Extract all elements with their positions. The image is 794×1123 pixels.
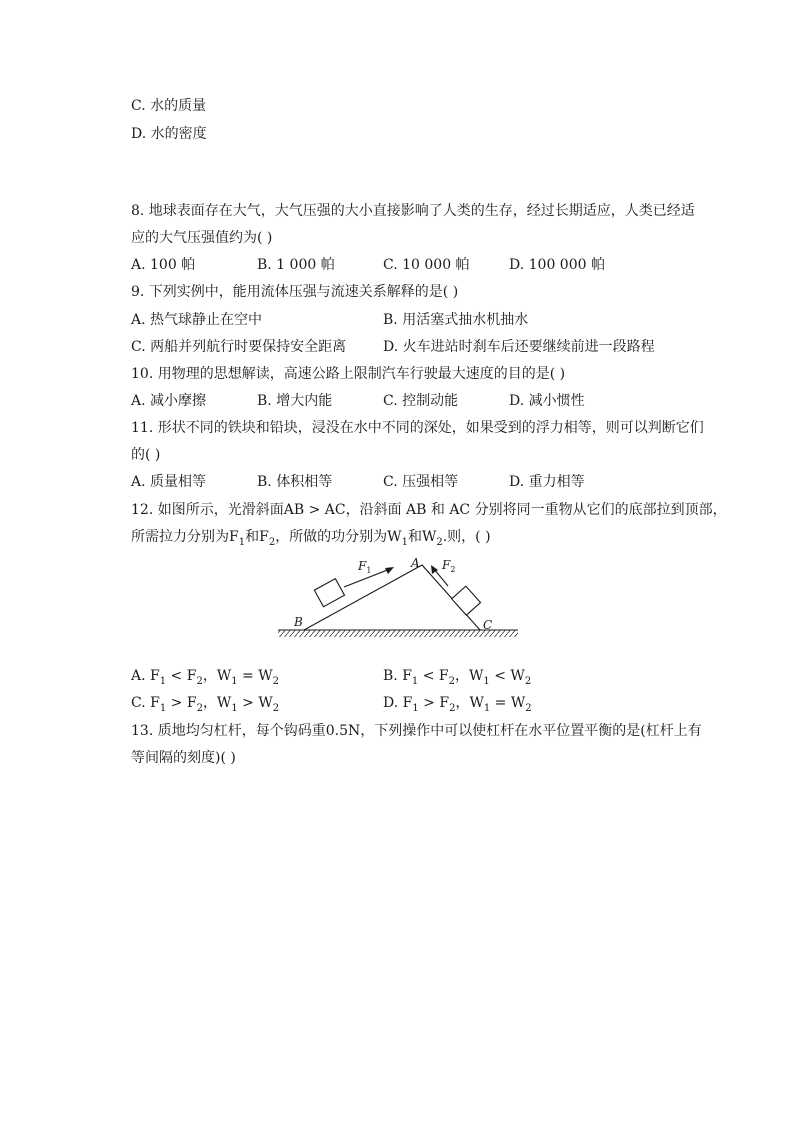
q13-stem-line1: 13. 质地均匀杠杆，每个钩码重0.5N，下列操作中可以使杠杆在水平位置平衡的是(杠杆上有 xyxy=(131,723,702,739)
q12-stem-line1: 12. 如图所示，光滑斜面AB > AC，沿斜面 AB 和 AC 分别将同一重物从它们的底部拉到顶部， xyxy=(131,502,727,518)
q12-option-b: B. $F_1 < F_2$，$W_1 < W_2$ xyxy=(383,668,532,687)
q11-stem-line2: 的( ) xyxy=(131,447,161,463)
block-on-ac xyxy=(452,586,481,615)
label-c: C xyxy=(483,618,493,632)
q11-option-c: C. 压强相等 xyxy=(383,474,459,490)
q11-stem-line1: 11. 形状不同的铁块和铅块，浸没在水中不同的深处，如果受到的浮力相等，则可以判断它们 xyxy=(131,420,704,436)
block-on-ab xyxy=(314,579,344,607)
q12-option-a: A. $F_1 < F_2$，$W_1 = W_2$ xyxy=(131,668,280,687)
ground-hatch xyxy=(278,630,518,637)
q8-option-c: C. 10 000 帕 xyxy=(383,257,470,273)
q11-option-d: D. 重力相等 xyxy=(509,474,585,490)
q12-stem-line2: 所需拉力分别为$F_1$和$F_2$，所做的功分别为$W_1$和$W_2$.则，( ) xyxy=(131,529,491,548)
arrow-f1-head xyxy=(385,567,394,574)
label-a: A xyxy=(411,556,420,570)
q8-option-a: A. 100 帕 xyxy=(131,257,196,273)
q11-option-a: A. 质量相等 xyxy=(131,474,207,490)
label-f1: $F_1$ xyxy=(358,559,372,575)
incline-figure xyxy=(272,550,524,645)
q9-option-a: A. 热气球静止在空中 xyxy=(131,312,263,328)
q10-stem: 10. 用物理的思想解读，高速公路上限制汽车行驶最大速度的目的是( ) xyxy=(131,366,566,382)
q9-option-c: C. 两船并列航行时要保持安全距离 xyxy=(131,339,347,355)
q10-option-a: A. 减小摩擦 xyxy=(131,393,207,409)
q8-stem-line1: 8. 地球表面存在大气，大气压强的大小直接影响了人类的生存，经过长期适应，人类已经适 xyxy=(131,203,695,219)
prev-option-d: D. 水的密度 xyxy=(131,126,207,142)
q9-option-b: B. 用活塞式抽水机抽水 xyxy=(383,312,529,328)
q8-option-d: D. 100 000 帕 xyxy=(509,257,605,273)
q10-option-b: B. 增大内能 xyxy=(257,393,333,409)
q12-option-d: D. $F_1 > F_2$，$W_1 = W_2$ xyxy=(383,695,532,714)
q11-option-b: B. 体积相等 xyxy=(257,474,333,490)
q8-stem-line2: 应的大气压强值约为( ) xyxy=(131,230,273,246)
q9-option-d: D. 火车进站时刹车后还要继续前进一段路程 xyxy=(383,339,655,355)
q8-option-b: B. 1 000 帕 xyxy=(257,257,335,273)
prev-option-c: C. 水的质量 xyxy=(131,98,207,114)
q10-option-c: C. 控制动能 xyxy=(383,393,459,409)
q10-option-d: D. 减小惯性 xyxy=(509,393,585,409)
label-b: B xyxy=(294,615,303,629)
q12-option-c: C. $F_1 > F_2$，$W_1 > W_2$ xyxy=(131,695,280,714)
q13-stem-line2: 等间隔的刻度)( ) xyxy=(131,750,236,766)
q9-stem: 9. 下列实例中，能用流体压强与流速关系解释的是( ) xyxy=(131,284,459,300)
label-f2: $F_2$ xyxy=(442,558,456,574)
